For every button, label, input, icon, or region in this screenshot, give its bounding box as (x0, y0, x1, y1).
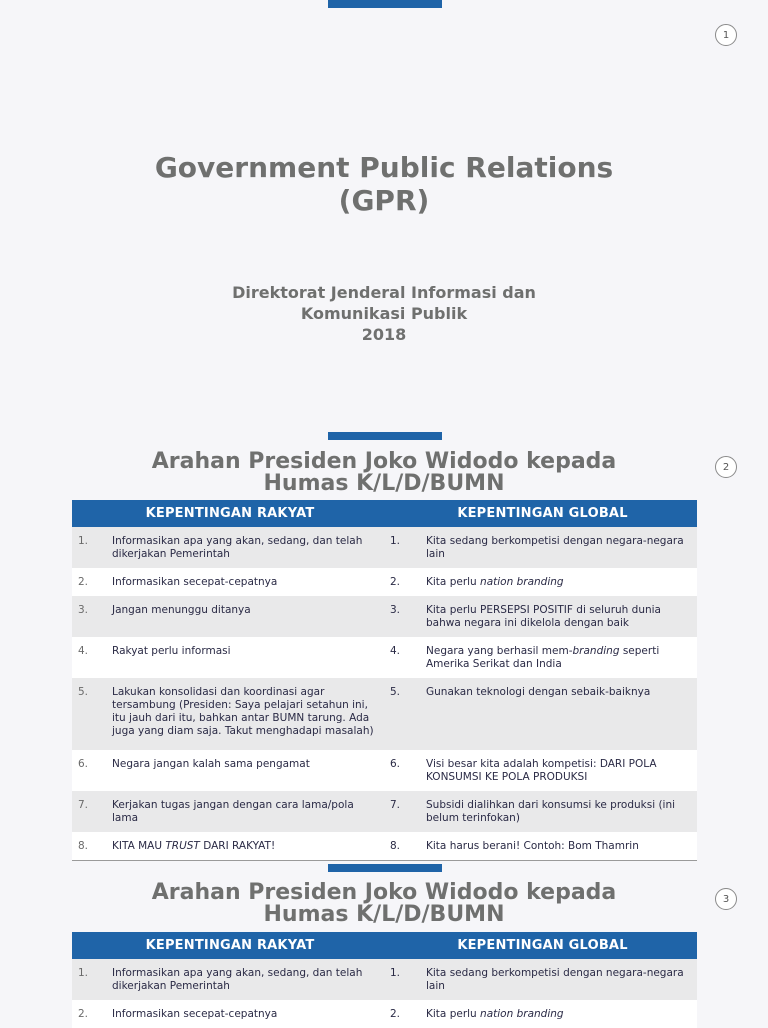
rakyat-item: Informasikan apa yang akan, sedang, dan telah dikerjakan Pemerintah (112, 959, 388, 1000)
row-number: 5. (72, 678, 112, 750)
row-number: 7. (388, 791, 426, 832)
global-item (426, 637, 697, 678)
column-header-global: KEPENTINGAN GLOBAL (388, 932, 697, 959)
slide-1-title-line-2: (GPR) (338, 184, 430, 217)
global-item: Visi besar kita adalah kompetisi: DARI POLA KONSUMSI KE POLA PRODUKSI (426, 750, 697, 791)
row-number: 4. (72, 637, 112, 678)
global-item: Kita sedang berkompetisi dengan negara-negara lain (426, 527, 697, 568)
row-number: 8. (388, 832, 426, 861)
row-number: 2. (388, 1000, 426, 1028)
rakyat-item-text: KITA MAU (112, 840, 166, 852)
row-number: 2. (72, 568, 112, 596)
table-row (72, 791, 697, 832)
table-row (72, 568, 697, 596)
slide-2-accent-bar (328, 432, 442, 440)
slide-1-subtitle-line-1: Direktorat Jenderal Informasi dan (232, 283, 536, 302)
global-item: Kita harus berani! Contoh: Bom Thamrin (426, 832, 697, 861)
rakyat-item: Informasikan secepat-cepatnya (112, 1000, 388, 1028)
rakyat-item: Rakyat perlu informasi (112, 637, 388, 678)
table-row (72, 678, 697, 750)
slide-1-subtitle (0, 282, 768, 345)
slide-3-title-line-2: Humas K/L/D/BUMN (263, 902, 505, 927)
global-item (426, 568, 697, 596)
slide-2-title-line-2: Humas K/L/D/BUMN (263, 471, 505, 496)
row-number: 1. (72, 527, 112, 568)
slide-1-title-line-1: Government Public Relations (154, 151, 614, 184)
rakyat-item: Lakukan konsolidasi dan koordinasi agar tersambung (Presiden: Saya pelajari setahun ini, itu jauh dari itu, bahkan antar BUMN tarung. Ada juga yang diam saja. Takut menghadapi masalah) (112, 678, 388, 750)
global-item-emphasis: nation branding (480, 576, 564, 588)
row-number: 6. (388, 750, 426, 791)
row-number: 4. (388, 637, 426, 678)
row-number: 8. (72, 832, 112, 861)
global-item: Kita sedang berkompetisi dengan negara-negara lain (426, 959, 697, 1000)
rakyat-item: Informasikan secepat-cepatnya (112, 568, 388, 596)
row-number: 7. (72, 791, 112, 832)
column-header-rakyat: KEPENTINGAN RAKYAT (72, 500, 388, 527)
slide-3-title (0, 882, 768, 926)
table-row (72, 959, 697, 1000)
row-number: 3. (72, 596, 112, 637)
slide-1-subtitle-line-2: Komunikasi Publik (300, 304, 468, 323)
row-number: 1. (72, 959, 112, 1000)
row-number: 2. (72, 1000, 112, 1028)
slide-3-accent-bar (328, 864, 442, 872)
rakyat-item: Kerjakan tugas jangan dengan cara lama/pola lama (112, 791, 388, 832)
page-number-badge: 1 (715, 24, 737, 46)
row-number: 3. (388, 596, 426, 637)
table-header-row (72, 500, 697, 527)
table-header-row (72, 932, 697, 959)
table-row (72, 527, 697, 568)
slide-2-table (72, 500, 697, 861)
global-item: Gunakan teknologi dengan sebaik-baiknya (426, 678, 697, 750)
row-number: 1. (388, 959, 426, 1000)
page-number-badge: 2 (715, 456, 737, 478)
row-number: 5. (388, 678, 426, 750)
column-header-rakyat: KEPENTINGAN RAKYAT (72, 932, 388, 959)
page-number-badge: 3 (715, 888, 737, 910)
slide-3-table (72, 932, 697, 1028)
rakyat-item-text: DARI RAKYAT! (199, 840, 276, 852)
global-item-text: Kita perlu (426, 1008, 481, 1020)
global-item-text: Negara yang berhasil mem- (426, 645, 573, 657)
row-number: 1. (388, 527, 426, 568)
global-item: Kita perlu PERSEPSI POSITIF di seluruh dunia bahwa negara ini dikelola dengan baik (426, 596, 697, 637)
rakyat-item: Jangan menunggu ditanya (112, 596, 388, 637)
slide-1-title (0, 151, 768, 217)
slide-3-title-line-1: Arahan Presiden Joko Widodo kepada (151, 880, 617, 905)
table-row (72, 832, 697, 861)
global-item-emphasis: nation branding (480, 1008, 564, 1020)
global-item-emphasis: branding (572, 645, 620, 657)
rakyat-item (112, 832, 388, 861)
column-header-global: KEPENTINGAN GLOBAL (388, 500, 697, 527)
table-row (72, 637, 697, 678)
global-item: Subsidi dialihkan dari konsumsi ke produksi (ini belum terinfokan) (426, 791, 697, 832)
table-row (72, 750, 697, 791)
global-item-text: Kita perlu (426, 576, 481, 588)
rakyat-item: Negara jangan kalah sama pengamat (112, 750, 388, 791)
rakyat-item: Informasikan apa yang akan, sedang, dan telah dikerjakan Pemerintah (112, 527, 388, 568)
row-number: 2. (388, 568, 426, 596)
slide-2-title-line-1: Arahan Presiden Joko Widodo kepada (151, 449, 617, 474)
table-row (72, 596, 697, 637)
slide-1-accent-bar (328, 0, 442, 8)
slide-2-title (0, 451, 768, 495)
rakyat-item-emphasis: TRUST (165, 840, 200, 852)
slide-1-subtitle-line-3: 2018 (361, 325, 407, 344)
row-number: 6. (72, 750, 112, 791)
global-item-text: seperti Amerika Serikat dan India (426, 645, 660, 670)
